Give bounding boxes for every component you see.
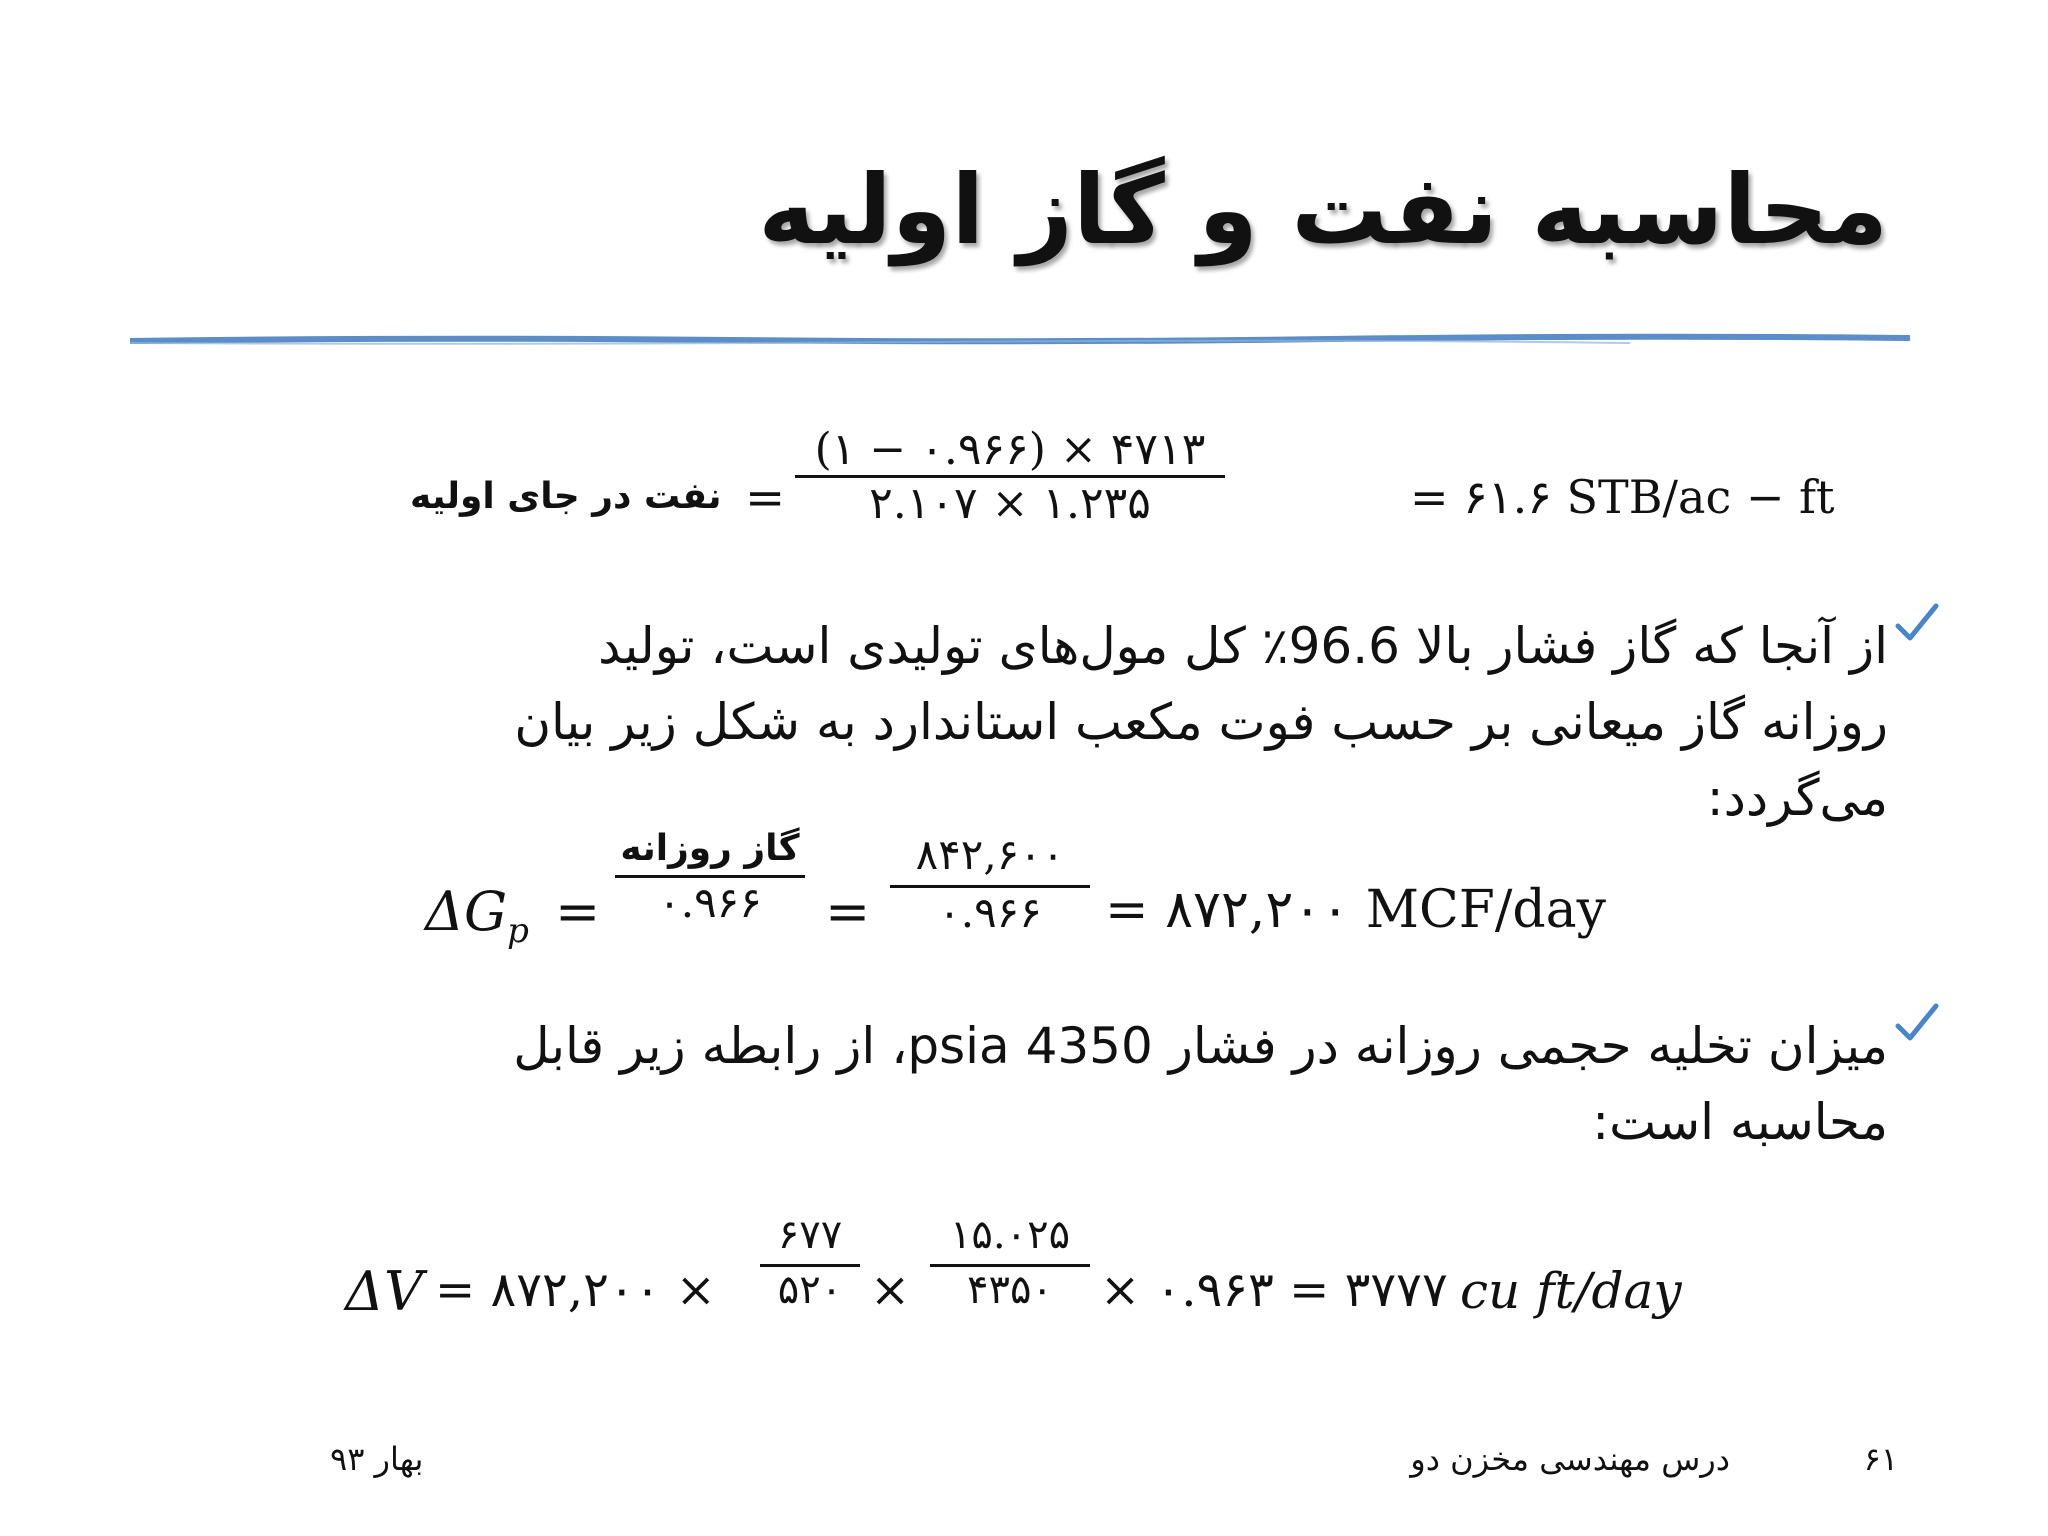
formula3-fraction-2 [930,1212,1090,1313]
formula3-part1: = ۸۷۲,۲۰۰ × [435,1262,716,1318]
formula2-lhs-subscript: p [507,910,529,951]
bullet2-line2: محاسبه است: [1592,1093,1888,1151]
footer-page-number: ۶۱ [1863,1440,1898,1478]
formula1-equals: = [745,470,786,526]
formula3-fraction-1 [760,1212,860,1313]
formula2-result: = ۸۷۲,۲۰۰ MCF/day [1105,880,1607,940]
footer-term: بهار ۹۳ [330,1440,424,1478]
formula2-frac1-denominator: ۰.۹۶۶ [658,878,762,927]
formula2-fraction-2 [890,830,1090,937]
bullet1-line2: روزانه گاز میعانی بر حسب فوت مکعب استاندارد به شکل زیر بیان [514,693,1888,751]
bullet-volume-depletion [188,1008,1888,1160]
check-icon [1892,600,1940,648]
formula1-numerator: (۱ − ۰.۹۶۶) × ۴۷۱۳ [814,424,1206,475]
formula1-result: = ۶۱.۶ STB/ac − ft [1410,470,1835,524]
formula1-denominator: ۲.۱۰۷ × ۱.۲۳۵ [869,478,1151,529]
formula-oil-in-place [400,420,1835,570]
formula2-lhs-symbol: ΔG [425,880,508,943]
formula3-unit: cu ft/day [1460,1262,1682,1320]
formula2-equals-2: = [825,880,871,943]
check-icon [1892,1000,1940,1048]
formula3-frac1-denominator: ۵۲۰ [777,1267,843,1313]
title-underline [130,333,1910,347]
formula3-frac2-numerator: ۱۵.۰۲۵ [949,1212,1071,1258]
footer-course-name: درس مهندسی مخزن دو [1410,1440,1730,1478]
formula3-frac1-numerator: ۶۷۷ [777,1212,843,1258]
formula1-label: نفت در جای اولیه [410,476,722,517]
formula3-frac2-denominator: ۴۳۵۰ [967,1267,1053,1313]
formula2-frac2-denominator: ۰.۹۶۶ [938,888,1042,937]
formula3-times: × [870,1262,911,1318]
bullet1-line1: از آنجا که گاز فشار بالا 96.6٪ کل مول‌های تولیدی است، تولید [598,617,1888,675]
slide-title: محاسبه نفت و گاز اولیه [758,154,1888,266]
bullet-high-pressure-gas [188,608,1888,836]
formula-daily-gas [420,828,1700,998]
formula1-fraction [795,424,1225,529]
bullet2-line1: میزان تخلیه حجمی روزانه در فشار 4350 psia، از رابطه زیر قابل [513,1017,1888,1075]
formula-volume-depletion [340,1210,1790,1370]
formula2-frac1-numerator: گاز روزانه [620,828,800,869]
formula2-equals-1: = [555,880,601,943]
formula2-fraction-1 [615,828,805,927]
bullet1-line3: می‌گردد: [1706,769,1888,827]
formula2-lhs [425,880,529,951]
formula3-lhs: ΔV [345,1260,423,1323]
formula3-part2: × ۰.۹۶۳ = ۳۷۷۷ [1100,1262,1448,1318]
formula2-frac2-numerator: ۸۴۲,۶۰۰ [915,830,1065,879]
